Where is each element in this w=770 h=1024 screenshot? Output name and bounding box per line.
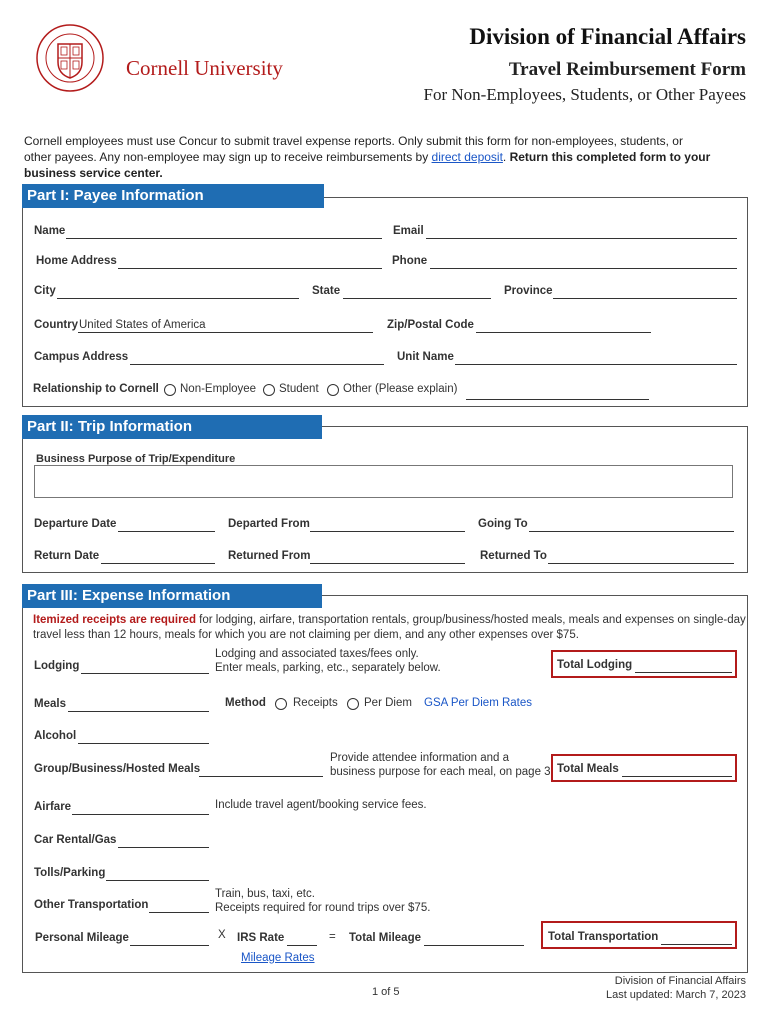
cornell-seal-logo (28, 22, 118, 94)
group-meals-input[interactable] (199, 776, 323, 777)
returned-from-label: Returned From (228, 550, 311, 562)
other-transport-note-2: Receipts required for round trips over $75. (215, 902, 431, 914)
non-employee-label: Non-Employee (180, 383, 257, 395)
meals-label: Meals (34, 698, 66, 710)
other-transport-input[interactable] (149, 912, 209, 913)
part1-header: Part I: Payee Information (22, 184, 324, 208)
method-label: Method (225, 697, 266, 709)
other-transport-note-1: Train, bus, taxi, etc. (215, 888, 315, 900)
home-address-label: Home Address (36, 255, 117, 267)
page-number: 1 of 5 (372, 986, 400, 998)
unit-name-label: Unit Name (397, 351, 454, 363)
part1-section (22, 197, 748, 407)
personal-mileage-input[interactable] (130, 945, 209, 946)
part3-header: Part III: Expense Information (22, 584, 322, 608)
purpose-label: Business Purpose of Trip/Expenditure (36, 453, 236, 465)
per-diem-option-label: Per Diem (364, 697, 412, 709)
receipts-required-emphasis: Itemized receipts are required (33, 614, 196, 626)
mileage-rates-link[interactable]: Mileage Rates (241, 952, 315, 964)
intro-line-2-text: other payees. Any non-employee may sign up to receive reimbursements by (24, 150, 432, 164)
total-transportation-input[interactable] (661, 944, 732, 945)
total-mileage-input[interactable] (424, 945, 524, 946)
total-transportation-label: Total Transportation (548, 931, 659, 943)
airfare-note: Include travel agent/booking service fees. (215, 799, 427, 811)
meals-input[interactable] (68, 711, 209, 712)
zip-input[interactable] (476, 332, 651, 333)
radio-student[interactable] (263, 384, 275, 396)
other-label: Other (Please explain) (343, 383, 458, 395)
intro-line-2-period: . (502, 150, 510, 164)
alcohol-label: Alcohol (34, 730, 77, 742)
zip-label: Zip/Postal Code (387, 319, 474, 331)
email-label: Email (393, 225, 424, 237)
direct-deposit-link[interactable]: direct deposit (431, 150, 503, 164)
name-input[interactable] (66, 238, 382, 239)
irs-rate-label: IRS Rate (237, 932, 285, 944)
purpose-textbox[interactable] (34, 465, 733, 498)
return-date-label: Return Date (34, 550, 100, 562)
intro-line-3: business service center. (24, 166, 163, 180)
other-transport-label: Other Transportation (34, 899, 149, 911)
lodging-label: Lodging (34, 660, 80, 672)
departure-date-label: Departure Date (34, 518, 117, 530)
university-wordmark: Cornell University (126, 56, 283, 80)
returned-from-input[interactable] (310, 563, 465, 564)
equals-sign: = (329, 931, 336, 943)
irs-rate-input[interactable] (287, 945, 317, 946)
intro-paragraph (24, 133, 754, 181)
receipts-note-line-2: travel less than 12 hours, meals for which you are not claiming per diem, and any other expenses over $75. (33, 629, 579, 641)
gsa-per-diem-link[interactable]: GSA Per Diem Rates (424, 697, 533, 709)
group-meals-label: Group/Business/Hosted Meals (34, 763, 201, 775)
unit-name-input[interactable] (455, 364, 737, 365)
airfare-input[interactable] (72, 814, 209, 815)
country-input[interactable] (78, 332, 373, 333)
name-label: Name (34, 225, 66, 237)
country-label: Country (34, 319, 79, 331)
city-input[interactable] (57, 298, 299, 299)
car-rental-input[interactable] (118, 847, 209, 848)
receipts-note (33, 613, 746, 643)
total-meals-label: Total Meals (557, 763, 619, 775)
footer-updated: Last updated: March 7, 2023 (605, 989, 746, 1001)
relationship-label: Relationship to Cornell (33, 383, 159, 395)
receipts-note-text: for lodging, airfare, transportation rentals, group/business/hosted meals, meals and expenses on single-day (195, 614, 746, 626)
campus-address-label: Campus Address (34, 351, 129, 363)
lodging-note-1: Lodging and associated taxes/fees only. (215, 648, 419, 660)
departure-date-input[interactable] (118, 531, 215, 532)
total-meals-input[interactable] (622, 776, 732, 777)
phone-input[interactable] (430, 268, 737, 269)
total-lodging-label: Total Lodging (557, 659, 633, 671)
state-label: State (312, 285, 341, 297)
return-date-input[interactable] (101, 563, 215, 564)
departed-from-input[interactable] (310, 531, 465, 532)
student-label: Student (279, 383, 319, 395)
radio-other[interactable] (327, 384, 339, 396)
total-mileage-label: Total Mileage (349, 932, 421, 944)
lodging-input[interactable] (81, 673, 209, 674)
form-title: Travel Reimbursement Form (508, 59, 746, 80)
alcohol-input[interactable] (78, 743, 209, 744)
country-value: United States of America (79, 319, 206, 331)
car-rental-label: Car Rental/Gas (34, 834, 117, 846)
receipts-note-line-1 (33, 613, 746, 628)
airfare-label: Airfare (34, 801, 72, 813)
times-sign: X (218, 929, 226, 941)
tolls-label: Tolls/Parking (34, 867, 106, 879)
returned-to-input[interactable] (548, 563, 734, 564)
province-input[interactable] (553, 298, 737, 299)
campus-address-input[interactable] (130, 364, 384, 365)
lodging-note-2: Enter meals, parking, etc., separately below. (215, 662, 441, 674)
attendee-note-1: Provide attendee information and a (330, 752, 510, 764)
home-address-input[interactable] (118, 268, 382, 269)
state-input[interactable] (343, 298, 491, 299)
going-to-input[interactable] (529, 531, 734, 532)
receipts-option-label: Receipts (293, 697, 338, 709)
tolls-input[interactable] (106, 880, 209, 881)
footer-division: Division of Financial Affairs (614, 975, 746, 987)
other-explain-input[interactable] (466, 399, 649, 400)
email-input[interactable] (426, 238, 737, 239)
returned-to-label: Returned To (480, 550, 547, 562)
intro-line-1: Cornell employees must use Concur to submit travel expense reports. Only submit this form for non-employees, students, or (24, 134, 683, 148)
going-to-label: Going To (478, 518, 528, 530)
form-subtitle: For Non-Employees, Students, or Other Payees (423, 85, 746, 104)
radio-per-diem[interactable] (347, 698, 359, 710)
city-label: City (34, 285, 56, 297)
part2-section (22, 426, 748, 573)
departed-from-label: Departed From (228, 518, 310, 530)
radio-receipts[interactable] (275, 698, 287, 710)
attendee-note-2: business purpose for each meal, on page 3. (330, 766, 554, 778)
total-lodging-input[interactable] (635, 672, 732, 673)
province-label: Province (504, 285, 553, 297)
phone-label: Phone (392, 255, 428, 267)
intro-line-2 (24, 149, 754, 165)
radio-non-employee[interactable] (164, 384, 176, 396)
intro-line-2-bold: Return this completed form to your (509, 150, 711, 164)
personal-mileage-label: Personal Mileage (35, 932, 129, 944)
division-title: Division of Financial Affairs (469, 24, 746, 49)
part2-header: Part II: Trip Information (22, 415, 322, 439)
